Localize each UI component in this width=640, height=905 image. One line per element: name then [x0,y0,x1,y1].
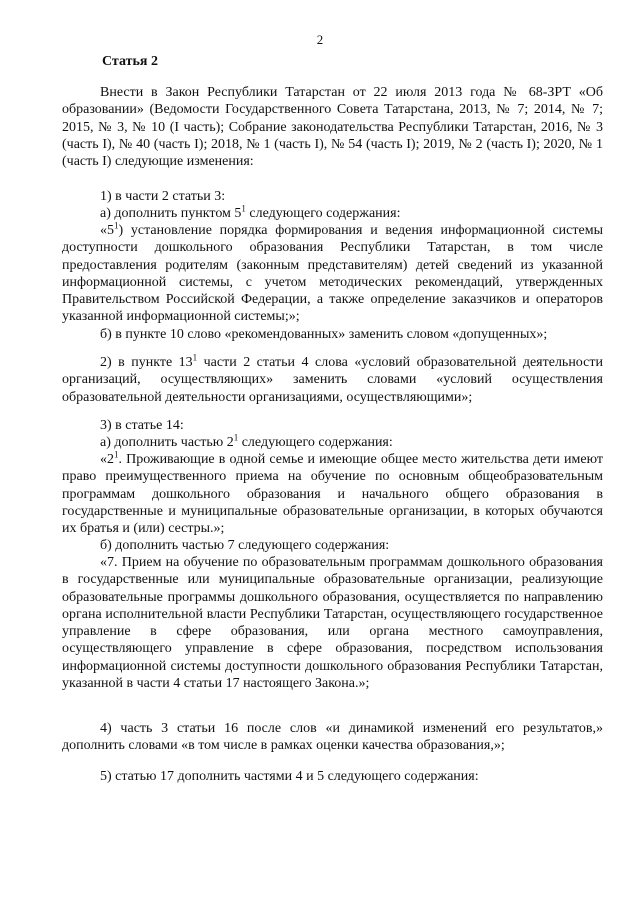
item3-a: а) дополнить частью $2^1$ следующего содержания: [100,432,393,450]
item3-quote-7: «7. Прием на обучение по образовательным программам дошкольного образования в государственные или муниципальные образовательные организации, реализующие образовательные программы дошкольного образования, осуществляется по направлению органа исполнительной власти Республики Татарстан, осуществляющего государственное управление в сфере образования, или органа местного самоуправления, осуществляющего управление в сфере образования, посредством использования информационной системы доступности дошкольного образования Республики Татарстан, указанной в части 4 статьи 17 настоящего Закона.»; [62,555,603,692]
page-number: 2 [316,32,324,47]
item1-title: 1) в части 2 статьи 3: [100,189,226,204]
item3-quote-2-1: «$2^1$. Проживающие в одной семье и имеющие общее место жительства дети имеют право преимущественного приема на обучение по основным общеобразовательным программам дошкольного образования и начального общего образования в государственные и муниципальные образовательные организации, в которых обучаются их братья и (или) сестры.»; [62,449,603,537]
intro-paragraph: Внести в Закон Республики Татарстан от 22 июля 2013 года № 68-ЗРТ «Об образовании» (Ведомости Государственного Совета Татарстана, 2013, № 7; 2014, № 7; 2015, № 3, № 10 (I часть); Собрание законодательства Республики Татарстан, 2016, № 3 (часть I), № 40 (часть I); 2018, № 1 (часть I), № 54 (часть I); 2019, № 2 (часть I); 2020, № 1 (часть I) следующие изменения: [62,85,603,170]
item1-a: а) дополнить пунктом $5^1$ следующего содержания: [100,203,401,221]
item2-paragraph: 2) в пункте $13^1$ части 2 статьи 4 слова «условий образовательной деятельности организаций, осуществляющих» заменить словами «условий осуществления образовательной деятельности организациями, осуществляющими»; [62,352,603,405]
item1-quote: «$5^1$) установление порядка формирования и ведения информационной системы доступности дошкольного образования Республики Татарстан, в том числе предоставления родителям (законным представителям) детей сведений из указанной информационной системы, с учетом методических рекомендаций, утвержденных Правительством Российской Федерации, а также определение заказчиков и операторов указанной информационной системы;»; [62,220,603,325]
item3-title: 3) в статье 14: [100,418,184,433]
item3-b: б) дополнить частью 7 следующего содержания: [100,538,390,553]
item4-paragraph: 4) часть 3 статьи 16 после слов «и динамикой изменений его результатов,» дополнить словами «в том числе в рамках оценки качества образования,»; [62,721,603,754]
article-heading: Статья 2 [102,54,158,69]
item1-b: б) в пункте 10 слово «рекомендованных» заменить словом «допущенных»; [100,327,548,342]
item5-paragraph: 5) статью 17 дополнить частями 4 и 5 следующего содержания: [100,769,479,784]
